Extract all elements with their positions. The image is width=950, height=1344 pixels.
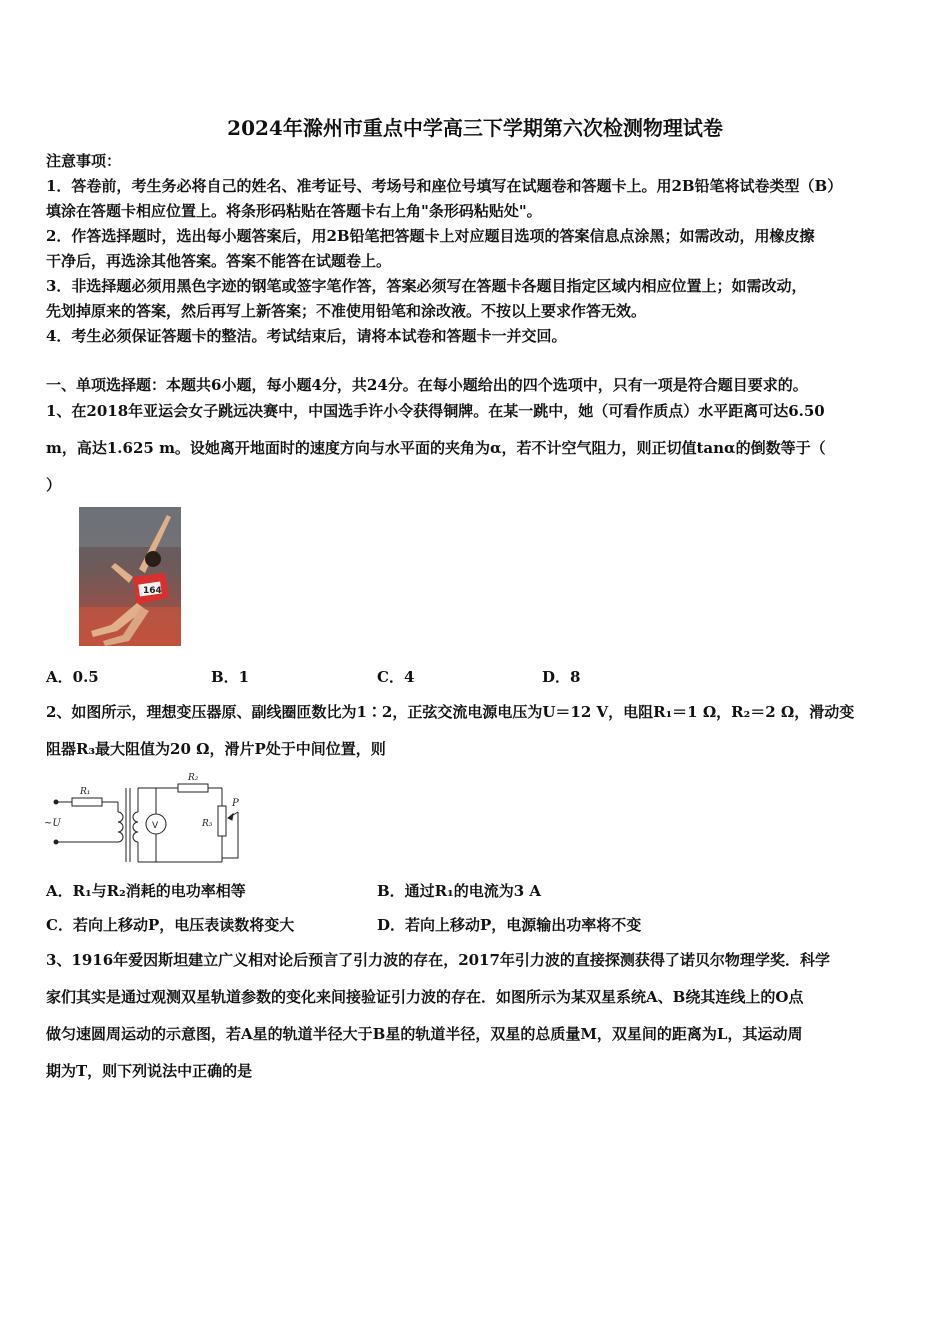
label-r3: R₃ [202,819,213,829]
notice-line: 干净后，再选涂其他答案。答案不能答在试题卷上。 [46,252,392,270]
notice-heading: 注意事项： [46,152,122,170]
q3-text: 3、1916年爱因斯坦建立广义相对论后预言了引力波的存在，2017年引力波的直接探测获得了诺贝尔物理学奖．科学 [46,951,830,969]
q1-text: 1、在2018年亚运会女子跳远决赛中，中国选手许小令获得铜牌。在某一跳中，她（可看作质点）水平距离可达6.50 [46,402,825,420]
q3-text: 家们其实是通过观测双星轨道参数的变化来间接验证引力波的存在．如图所示为某双星系统A、B绕其连线上的O点 [46,988,804,1006]
label-r1: R₁ [80,787,91,797]
notice-line: 填涂在答题卡相应位置上。将条形码粘贴在答题卡右上角"条形码粘贴处"。 [46,202,542,220]
q2-option-d: D．若向上移动P，电源输出功率将不变 [377,916,642,934]
label-voltmeter: V [152,821,159,831]
notice-line: 2．作答选择题时，选出每小题答案后，用2B铅笔把答题卡上对应题目选项的答案信息点涂黑；如需改动，用橡皮擦 [46,227,815,245]
notice-line: 先划掉原来的答案，然后再写上新答案；不准使用铅笔和涂改液。不按以上要求作答无效。 [46,302,647,320]
q2-option-c: C．若向上移动P，电压表读数将变大 [46,916,295,934]
notice-line: 1．答卷前，考生务必将自己的姓名、准考证号、考场号和座位号填写在试题卷和答题卡上。用2B铅笔将试卷类型（B） [46,177,843,195]
q3-text: 期为T，则下列说法中正确的是 [46,1062,253,1080]
q2-option-a: A．R₁与R₂消耗的电功率相等 [46,882,246,900]
q2-text: 阻器R₃最大阻值为20 Ω，滑片P处于中间位置，则 [46,740,386,758]
q1-option-c: C．4 [377,668,415,686]
notice-line: 4．考生必须保证答题卡的整洁。考试结束后，请将本试卷和答题卡一并交回。 [46,327,567,345]
q1-text: ） [46,476,62,494]
q1-text: m，高达1.625 m。设她离开地面时的速度方向与水平面的夹角为α，若不计空气阻力，则正切值tanα的倒数等于（ [46,439,826,457]
q1-option-a: A．0.5 [46,668,99,686]
notice-line: 3．非选择题必须用黑色字迹的钢笔或签字笔作答，答案必须写在答题卡各题目指定区域内相应位置上；如需改动， [46,277,807,295]
long-jump-photo [79,507,181,646]
exam-title: 2024年滁州市重点中学高三下学期第六次检测物理试卷 [227,116,723,140]
section-heading: 一、单项选择题：本题共6小题，每小题4分，共24分。在每小题给出的四个选项中，只有一项是符合题目要求的。 [46,376,808,394]
label-source: ~U [44,818,61,829]
bib-number: 164 [143,586,162,596]
q1-option-b: B．1 [211,668,250,686]
q3-text: 做匀速圆周运动的示意图，若A星的轨道半径大于B星的轨道半径，双星的总质量M，双星间的距离为L，其运动周 [46,1025,803,1043]
label-slider: P [232,798,239,809]
q2-text: 2、如图所示，理想变压器原、副线圈匝数比为1∶2，正弦交流电源电压为U＝12 V，电阻R₁＝1 Ω，R₂＝2 Ω，滑动变 [46,703,855,721]
q2-option-b: B．通过R₁的电流为3 A [377,882,542,900]
label-r2: R₂ [188,773,199,783]
q1-option-d: D．8 [542,668,581,686]
transformer-circuit-diagram [40,766,250,866]
